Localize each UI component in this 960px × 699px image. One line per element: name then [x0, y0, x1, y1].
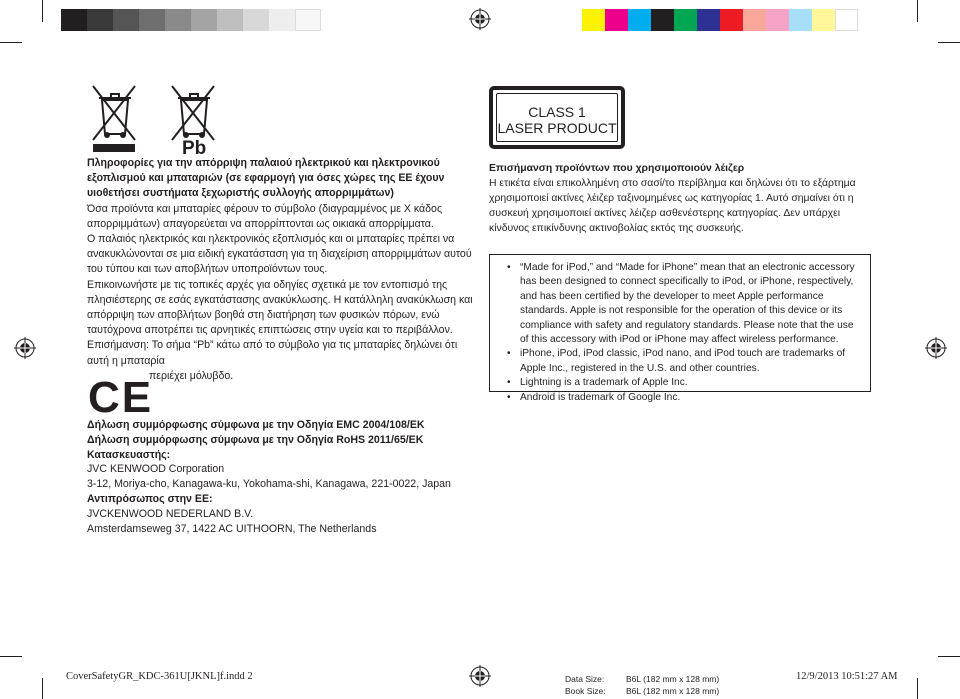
- crop-mark: [938, 42, 960, 43]
- manufacturer-address: 3-12, Moriya-cho, Kanagawa-ku, Yokohama-shi, Kanagawa, 221-0022, Japan: [87, 478, 451, 491]
- list-item: • Lightning is a trademark of Apple Inc.: [504, 376, 860, 390]
- declaration-emc: Δήλωση συμμόρφωσης σύμφωνα με την Οδηγία EMC 2004/108/ΕΚ: [87, 419, 425, 431]
- laser-class-label: [489, 86, 625, 149]
- manufacturer-name: JVC KENWOOD Corporation: [87, 463, 225, 476]
- cmyk-bar: [582, 9, 858, 31]
- grey-swatch: [269, 9, 295, 31]
- manufacturer-label: Κατασκευαστής:: [87, 448, 171, 461]
- ce-mark: CE: [88, 373, 154, 422]
- disposal-info-section: [87, 156, 482, 384]
- color-swatch: [789, 9, 812, 31]
- list-item: • “Made for iPod,” and “Made for iPhone” mean that an electronic accessory has been designed to connect specifically to iPod, or iPhone, respectively, and has been certified by the developer to meet Apple performance standards. Apple is not responsible for the operation of this device or its compliance with safety and regulatory standards. Please note that the use of this accessory with iPod or iPhone may affect wireless performance.: [504, 261, 860, 347]
- declaration-rohs: Δήλωση συμμόρφωσης σύμφωνα με την Οδηγία RoHS 2011/65/ΕΚ: [87, 433, 424, 446]
- eu-rep-address: Amsterdamseweg 37, 1422 AC UITHOORN, The Netherlands: [87, 522, 377, 535]
- crop-mark: [938, 656, 960, 657]
- footer-filename: CoverSafetyGR_KDC-361U[JKNL]f.indd 2: [66, 671, 253, 682]
- eu-rep-name: JVCKENWOOD NEDERLAND B.V.: [87, 507, 254, 520]
- disposal-heading: Πληροφορίες για την απόρριψη παλαιού ηλεκτρικού και ηλεκτρονικού εξοπλισμού και μπαταριών (σε εφαρμογή για όσες χώρες της ΕΕ έχουν υιοθετήσει συστήματα ξεχωριστής συλλογής απορριμμάτων): [87, 157, 445, 200]
- pb-label: Pb: [182, 138, 207, 159]
- color-swatch: [628, 9, 651, 31]
- greyscale-bar: [61, 9, 321, 31]
- color-swatch: [674, 9, 697, 31]
- list-item: • iPhone, iPod, iPod classic, iPod nano, and iPod touch are trademarks of Apple Inc., registered in the U.S. and other countries.: [504, 347, 860, 376]
- list-item: • Android is trademark of Google Inc.: [504, 391, 860, 405]
- color-swatch: [605, 9, 628, 31]
- disposal-note-continued: περιέχει μόλυβδο.: [149, 369, 234, 382]
- color-swatch: [835, 9, 858, 31]
- color-swatch: [812, 9, 835, 31]
- grey-swatch: [87, 9, 113, 31]
- laser-paragraph: Η ετικέτα είναι επικολλημένη στο σασί/το περίβλημα και δηλώνει ότι το εξάρτημα χρησιμοποιεί ακτίνες λέιζερ ταξινομημένες ως κατηγορίας 1. Αυτό σημαίνει ότι η συσκευή χρησιμοποιεί ακτίνες λέιζερ ασθενέστερης κατηγορίας. Δεν υπάρχει κίνδυνος επικίνδυνης ακτινοβολίας εκτός της συσκευής.: [489, 178, 856, 234]
- registration-mark-icon: [469, 665, 491, 687]
- laser-info-section: [489, 161, 879, 236]
- grey-swatch: [243, 9, 269, 31]
- registration-mark-icon: [469, 8, 491, 30]
- trademark-notice-box: [489, 254, 871, 403]
- crossed-bin-icon: [87, 82, 142, 154]
- eu-rep-label: Αντιπρόσωπος στην ΕΕ:: [87, 492, 213, 505]
- disposal-paragraph: Όσα προϊόντα και μπαταρίες φέρουν το σύμβολο (διαγραμμένος με Χ κάδος απορριμμάτων) απαγορεύεται να απορρίπτονται ως οικιακά απορρίμματα.: [87, 202, 443, 230]
- color-swatch: [697, 9, 720, 31]
- book-size-value: B6L (182 mm x 128 mm): [626, 686, 720, 696]
- laser-product-line: LASER PRODUCT: [497, 120, 617, 136]
- data-size-label: Data Size:: [565, 674, 605, 684]
- crop-mark: [917, 0, 918, 22]
- crop-mark: [917, 678, 918, 699]
- grey-swatch: [295, 9, 321, 31]
- color-swatch: [651, 9, 674, 31]
- laser-heading: Επισήμανση προϊόντων που χρησιμοποιούν λέιζερ: [489, 163, 745, 174]
- crop-mark: [42, 0, 43, 22]
- disposal-paragraph: Επικοινωνήστε με τις τοπικές αρχές για οδηγίες σχετικά με τον εντοπισμό της πλησιέστερης σε εσάς εγκατάστασης ανακύκλωσης. Η κατάλληλη ανακύκλωση και απόρριψη των αποβλήτων βοηθά στη διατήρηση των φυσικών πόρων, ενώ ταυτόχρονα αποτρέπει τις αρνητικές επιπτώσεις στην υγεία και το περιβάλλον.: [87, 278, 473, 337]
- color-swatch: [766, 9, 789, 31]
- grey-swatch: [113, 9, 139, 31]
- grey-swatch: [191, 9, 217, 31]
- data-size-value: B6L (182 mm x 128 mm): [626, 674, 720, 684]
- laser-class-line: CLASS 1: [528, 104, 586, 120]
- conformity-section: [87, 418, 487, 536]
- grey-swatch: [217, 9, 243, 31]
- color-swatch: [582, 9, 605, 31]
- crop-mark: [0, 656, 22, 657]
- grey-swatch: [165, 9, 191, 31]
- registration-mark-icon: [925, 337, 947, 359]
- footer-datetime: 12/9/2013 10:51:27 AM: [796, 671, 898, 682]
- grey-swatch: [61, 9, 87, 31]
- color-swatch: [743, 9, 766, 31]
- footer-size-labels: [565, 673, 606, 697]
- disposal-paragraph: Ο παλαιός ηλεκτρικός και ηλεκτρονικός εξοπλισμός και οι μπαταρίες πρέπει να ανακυκλώνονται σε μια ειδική εγκατάσταση για τη διαχείριση απορριμμάτων αυτού του τύπου και των αποβλήτων υποπροϊόντων τους.: [87, 233, 472, 276]
- crop-mark: [0, 42, 22, 43]
- footer-size-values: [626, 673, 719, 697]
- grey-swatch: [139, 9, 165, 31]
- crop-mark: [42, 678, 43, 699]
- book-size-label: Book Size:: [565, 686, 606, 696]
- disposal-note: Επισήμανση: Το σήμα “Pb” κάτω από το σύμβολο για τις μπαταρίες δηλώνει ότι αυτή η μπαταρία: [87, 339, 458, 367]
- registration-mark-icon: [14, 337, 36, 359]
- color-swatch: [720, 9, 743, 31]
